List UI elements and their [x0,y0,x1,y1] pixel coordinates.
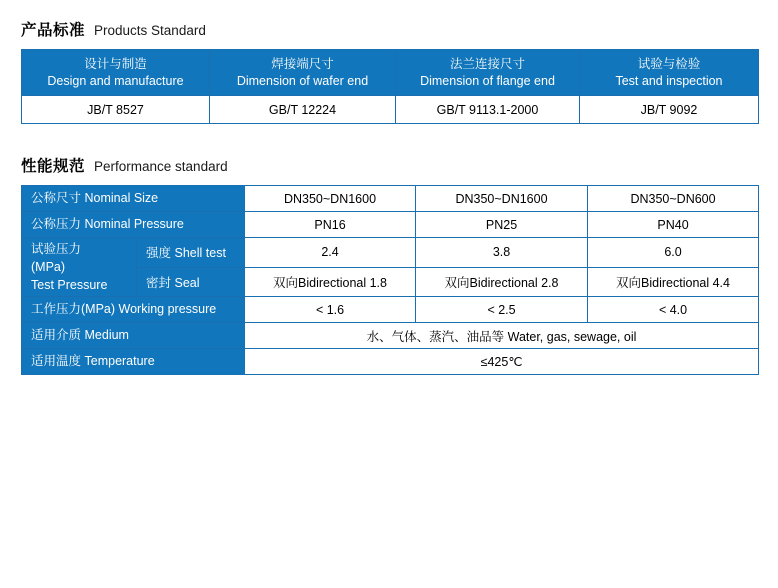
sublabel-en: Shell test [174,246,226,261]
shell-test-value-1: 2.4 [245,238,416,268]
table-row [22,96,759,124]
table-row-medium [22,323,759,349]
performance-standard-title-cn: 性能规范 [21,158,86,175]
products-header-test-inspection [580,50,759,96]
label-en: Working pressure [118,302,217,317]
products-header-wafer-end [210,50,396,96]
products-header-design [22,50,210,96]
seal-value-2: 双向Bidirectional 2.8 [416,267,588,297]
products-value-design: JB/T 8527 [22,96,210,124]
seal-value-1: 双向Bidirectional 1.8 [245,267,416,297]
sublabel-cn: 密封 [146,276,172,291]
table-row-shell-test [22,238,759,268]
section-spacer [20,124,758,154]
table-row-nominal-size [22,186,759,212]
products-header-flange-end [396,50,580,96]
test-pressure-label-line3: Test Pressure [31,278,108,293]
header-en: Dimension of flange end [420,73,555,88]
test-pressure-label-line2: (MPa) [31,260,66,275]
test-pressure-label-line1: 试验压力 [31,242,82,256]
table-row-nominal-pressure [22,212,759,238]
label-cn: 适用温度 [31,354,82,369]
nominal-size-value-1: DN350~DN1600 [245,186,416,212]
row-label-nominal-pressure [22,212,245,238]
nominal-size-value-2: DN350~DN1600 [416,186,588,212]
medium-value: 水、气体、蒸汽、油品等 Water, gas, sewage, oil [245,323,759,349]
table-row-header [22,50,759,96]
nominal-pressure-value-1: PN16 [245,212,416,238]
products-standard-table [21,49,759,124]
row-sublabel-shell-test [137,238,245,268]
header-cn: 焊接端尺寸 [271,56,334,71]
label-en: Medium [84,328,129,343]
nominal-pressure-value-2: PN25 [416,212,588,238]
performance-standard-title [21,154,758,176]
products-value-wafer-end: GB/T 12224 [210,96,396,124]
header-en: Test and inspection [615,73,723,88]
row-label-working-pressure [22,297,245,323]
sublabel-en: Seal [174,276,200,291]
shell-test-value-3: 6.0 [588,238,759,268]
row-label-medium [22,323,245,349]
working-pressure-value-1: < 1.6 [245,297,416,323]
working-pressure-value-3: < 4.0 [588,297,759,323]
products-value-flange-end: GB/T 9113.1-2000 [396,96,580,124]
sublabel-cn: 强度 [146,246,172,261]
row-label-temperature [22,349,245,375]
products-value-test-inspection: JB/T 9092 [580,96,759,124]
header-cn: 设计与制造 [84,56,147,71]
label-cn: 公称尺寸 [31,190,82,205]
shell-test-value-2: 3.8 [416,238,588,268]
label-cn: 适用介质 [31,328,82,343]
label-cn: 工作压力(MPa) [31,302,116,317]
label-en: Nominal Pressure [84,216,184,231]
label-cn: 公称压力 [31,216,82,231]
products-standard-title [21,18,758,40]
header-en: Dimension of wafer end [236,73,369,88]
label-en: Nominal Size [84,190,159,205]
products-standard-title-en: Products Standard [94,23,206,38]
header-cn: 试验与检验 [637,56,701,71]
products-standard-title-cn: 产品标准 [21,22,86,39]
row-label-nominal-size [22,186,245,212]
working-pressure-value-2: < 2.5 [416,297,588,323]
performance-standard-table [21,185,759,375]
temperature-value: ≤425℃ [245,349,759,375]
row-sublabel-seal [137,267,245,297]
seal-value-3: 双向Bidirectional 4.4 [588,267,759,297]
nominal-pressure-value-3: PN40 [588,212,759,238]
performance-standard-title-en: Performance standard [94,159,228,174]
header-en: Design and manufacture [47,73,184,88]
table-row-temperature [22,349,759,375]
nominal-size-value-3: DN350~DN600 [588,186,759,212]
header-cn: 法兰连接尺寸 [449,56,525,71]
table-row-working-pressure [22,297,759,323]
row-label-test-pressure [22,238,137,297]
label-en: Temperature [84,354,155,369]
